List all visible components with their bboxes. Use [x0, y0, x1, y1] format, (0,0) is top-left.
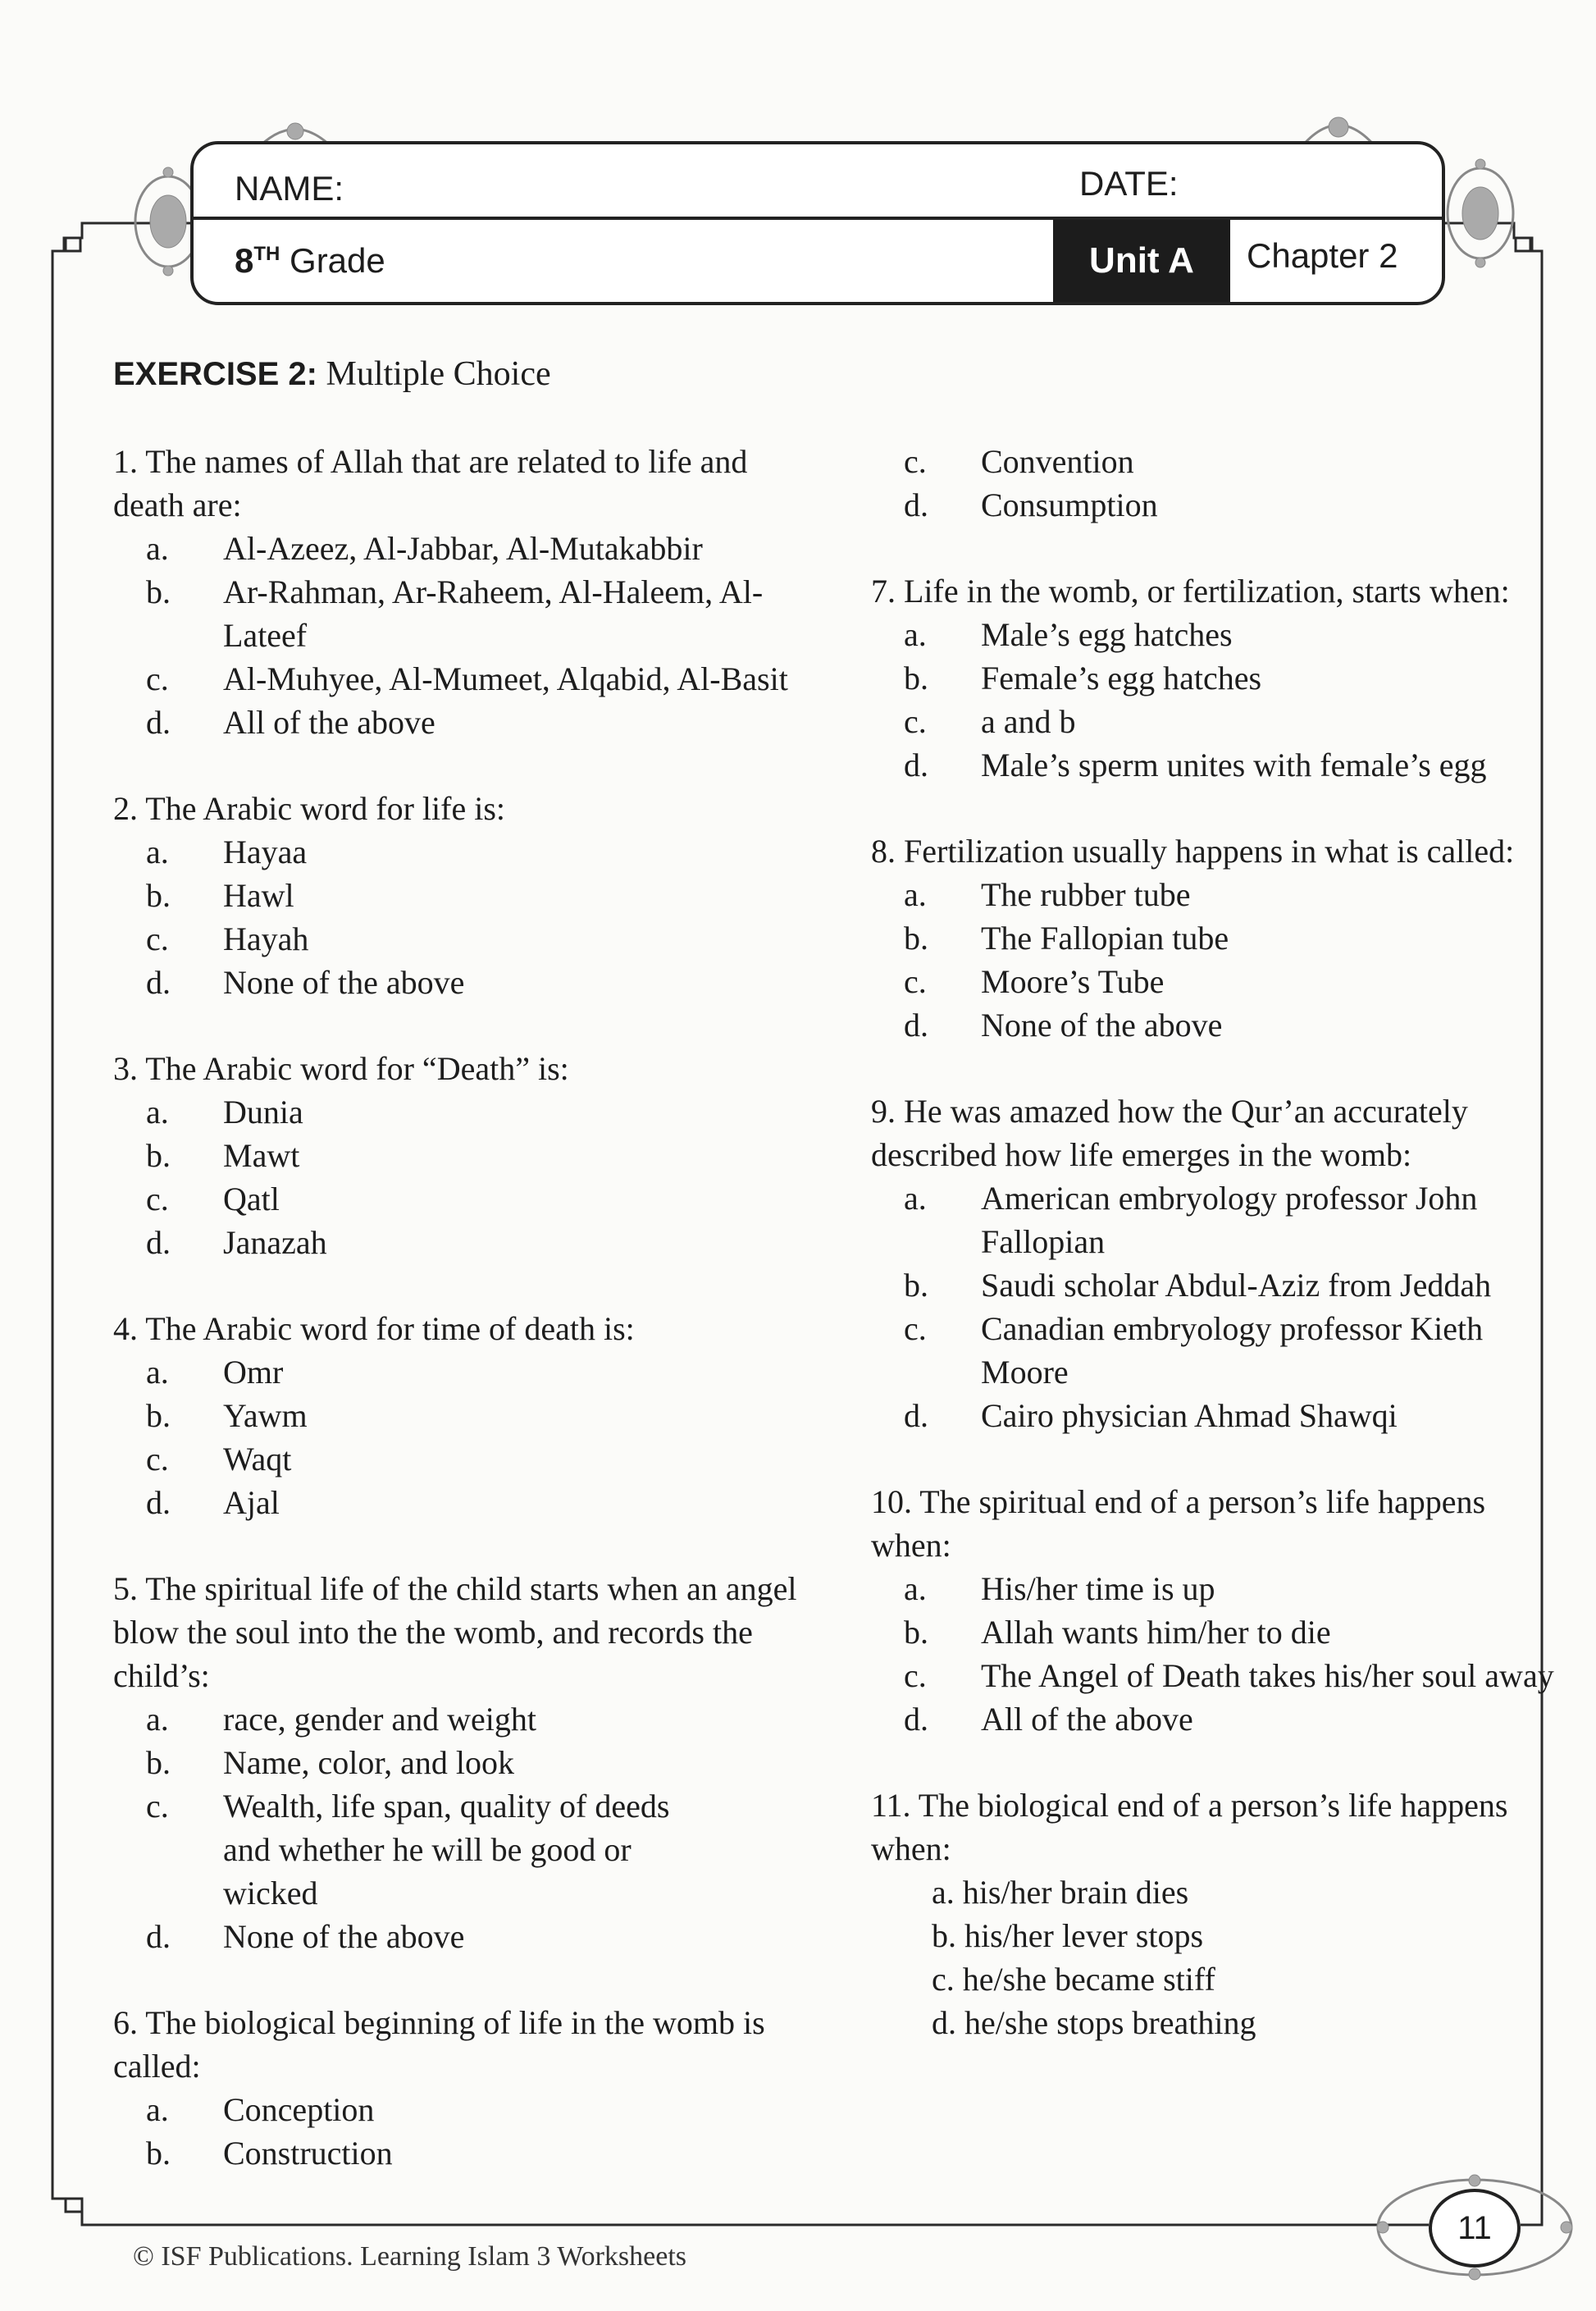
question-stem: 6. The biological beginning of life in the womb is called: — [113, 2004, 765, 2085]
unit-badge: Unit A — [1053, 220, 1230, 302]
question-1 — [113, 440, 819, 744]
option[interactable]: d. All of the above — [146, 704, 435, 741]
question-stem: 5. The spiritual life of the child starts when an angel blow the soul into the the womb, and records the child’s: — [113, 1570, 797, 1694]
question-stem: 3. The Arabic word for “Death” is: — [113, 1050, 569, 1087]
page-number: 11 — [1429, 2189, 1521, 2268]
option[interactable]: a. Omr — [146, 1354, 284, 1391]
option[interactable]: a. Al-Azeez, Al-Jabbar, Al-Mutakabbir — [146, 530, 703, 567]
option[interactable]: c. he/she became stiff — [932, 1961, 1215, 1998]
exercise-subtitle: Multiple Choice — [326, 355, 551, 393]
question-stem: 1. The names of Allah that are related to life and death are: — [113, 443, 748, 523]
option[interactable]: a. His/her time is up — [904, 1570, 1215, 1607]
option[interactable]: b. his/her lever stops — [932, 1917, 1204, 1954]
option[interactable]: b. Yawm — [146, 1397, 308, 1434]
option[interactable]: b. Female’s egg hatches — [904, 660, 1262, 696]
question-9 — [871, 1089, 1560, 1437]
left-column — [113, 440, 819, 2217]
question-stem: 10. The spiritual end of a person’s life happens when: — [871, 1483, 1486, 1564]
question-3 — [113, 1047, 819, 1264]
option[interactable]: a. Male’s egg hatches — [904, 616, 1233, 653]
option[interactable]: d. None of the above — [146, 964, 465, 1001]
option[interactable]: a. race, gender and weight — [146, 1701, 537, 1738]
option[interactable]: a. Hayaa — [146, 834, 308, 870]
option[interactable]: a. American embryology professor John Fallopian — [904, 1180, 1478, 1260]
question-6 — [113, 2001, 819, 2175]
option[interactable]: d. All of the above — [904, 1701, 1193, 1738]
option[interactable]: a. The rubber tube — [904, 876, 1191, 913]
question-11 — [871, 1783, 1560, 2044]
option[interactable]: d. Cairo physician Ahmad Shawqi — [904, 1397, 1398, 1434]
option[interactable]: b. Name, color, and look — [146, 1744, 514, 1781]
question-stem: 7. Life in the womb, or fertilization, starts when: — [871, 573, 1510, 610]
option[interactable]: b. Ar-Rahman, Ar-Raheem, Al-Haleem, Al- Lateef — [146, 573, 764, 654]
question-8 — [871, 829, 1560, 1047]
question-stem: 9. He was amazed how the Qur’an accurately described how life emerges in the womb: — [871, 1093, 1468, 1173]
question-stem: 11. The biological end of a person’s life happens when: — [871, 1787, 1508, 1867]
footer-copyright: © ISF Publications. Learning Islam 3 Worksheets — [133, 2241, 687, 2272]
question-2 — [113, 787, 819, 1004]
option[interactable]: c. Hayah — [146, 920, 309, 957]
question-stem: 4. The Arabic word for time of death is: — [113, 1310, 635, 1347]
option[interactable]: b. Construction — [146, 2135, 393, 2172]
option[interactable]: c. Al-Muhyee, Al-Mumeet, Alqabid, Al-Basit — [146, 660, 788, 697]
exercise-title — [113, 354, 551, 394]
option[interactable]: a. his/her brain dies — [932, 1874, 1189, 1911]
question-7 — [871, 569, 1560, 787]
option[interactable]: c. Qatl — [146, 1181, 280, 1217]
question-stem: 2. The Arabic word for life is: — [113, 790, 506, 827]
option[interactable]: b. Hawl — [146, 877, 294, 914]
date-label: DATE: — [1079, 164, 1179, 203]
question-6-continued — [871, 440, 1560, 527]
question-4 — [113, 1307, 819, 1524]
option[interactable]: d. Male’s sperm unites with female’s egg — [904, 747, 1487, 783]
option[interactable]: d. None of the above — [146, 1918, 465, 1955]
option[interactable]: d. None of the above — [904, 1007, 1223, 1044]
option[interactable]: c. a and b — [904, 703, 1076, 740]
option[interactable]: b. Allah wants him/her to die — [904, 1614, 1331, 1651]
option[interactable]: b. Mawt — [146, 1137, 300, 1174]
option[interactable]: b. Saudi scholar Abdul-Aziz from Jeddah — [904, 1267, 1492, 1304]
name-label: NAME: — [235, 169, 344, 208]
grade-word: Grade — [290, 241, 385, 280]
exercise-number: EXERCISE 2: — [113, 356, 317, 392]
option[interactable]: d. he/she stops breathing — [932, 2004, 1256, 2041]
header-divider — [194, 217, 1442, 220]
question-stem: 8. Fertilization usually happens in what is called: — [871, 833, 1515, 870]
option[interactable]: c. Moore’s Tube — [904, 963, 1165, 1000]
question-10 — [871, 1480, 1560, 1741]
grade-suffix: TH — [253, 243, 280, 265]
option[interactable]: c. Canadian embryology professor Kieth Moore — [904, 1310, 1484, 1391]
option[interactable]: c. Convention — [904, 443, 1134, 480]
header-box — [190, 141, 1445, 305]
ornament-right-icon — [1435, 156, 1525, 271]
grade-label — [235, 241, 385, 281]
grade-number: 8 — [235, 241, 254, 280]
option[interactable]: a. Dunia — [146, 1094, 303, 1130]
option[interactable]: c. Wealth, life span, quality of deeds and whether he will be good or wicked — [146, 1788, 670, 1911]
option[interactable]: d. Consumption — [904, 486, 1158, 523]
option[interactable]: a. Conception — [146, 2091, 375, 2128]
option[interactable]: c. Waqt — [146, 1441, 292, 1477]
right-column — [871, 440, 1560, 2087]
option[interactable]: c. The Angel of Death takes his/her soul away — [904, 1657, 1554, 1694]
chapter-label: Chapter 2 — [1247, 236, 1398, 275]
option[interactable]: d. Ajal — [146, 1484, 280, 1521]
option[interactable]: b. The Fallopian tube — [904, 920, 1229, 957]
question-5 — [113, 1567, 819, 1958]
option[interactable]: d. Janazah — [146, 1224, 327, 1261]
